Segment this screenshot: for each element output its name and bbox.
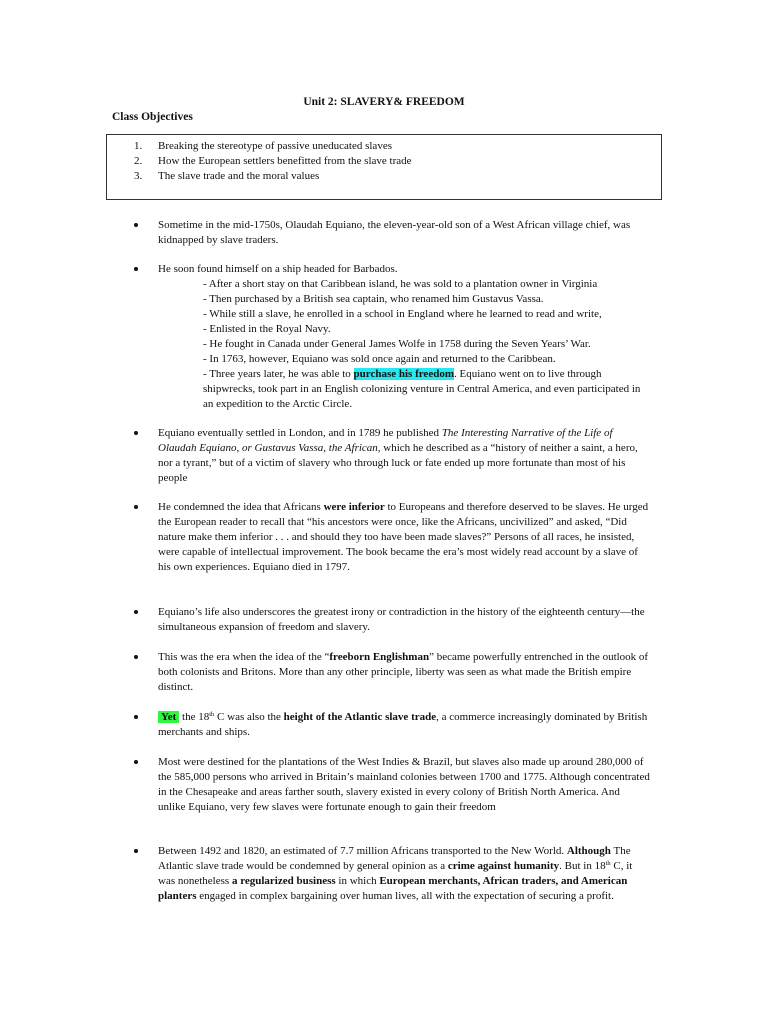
paragraph-irony: Equiano’s life also underscores the greatest irony or contradiction in the history of the eighteenth century—the simultaneous expansion of freedom and slavery. (158, 606, 645, 633)
objective-text: How the European settlers benefitted from the slave trade (158, 155, 412, 167)
bullet-icon (134, 605, 140, 611)
paragraph-height-trade: Yet the 18th C was also the height of the Atlantic slave trade, a commerce increasingly dominated by British merchants and ships. (158, 711, 648, 738)
page-title: Unit 2: SLAVERY& FREEDOM (303, 96, 465, 108)
paragraph-freeborn: This was the era when the idea of the “freeborn Englishman” became powerfully entrenched in the outlook of both colonists and Britons. More than any other principle, liberty was seen as what made the British empire distinct. (158, 651, 649, 693)
emphasis-freeborn: freeborn Englishman (329, 651, 430, 663)
bullet-icon (134, 710, 140, 716)
sub-list (203, 277, 665, 412)
objective-text: The slave trade and the moral values (158, 170, 320, 182)
paragraph-narrative: Equiano eventually settled in London, and in 1789 he published The Interesting Narrative of the Life of Olaudah Equiano, or Gustavus Vassa, the African, which he described as a “history of neither a saint, a hero, nor a tyrant,” but of a victim of slavery who through luck or fate ended up more fortunate than most of his people (158, 427, 638, 484)
paragraph-barbados: He soon found himself on a ship headed for Barbados. (158, 263, 398, 275)
emphasis-atlantic: height of the Atlantic slave trade (283, 711, 437, 723)
paragraph-inferior: He condemned the idea that Africans were inferior to Europeans and therefore deserved to be slaves. He urged the European reader to recall that “his ancestors were once, like the Africans, uncivilized” and asked, “Did nature make them inferior . . . and should they too have been made slaves?” Persons of all races, he insisted, were capable of intellectual improvement. The book became the era’s most widely read account by a slave of his own experiences. Equiano died in 1797. (158, 501, 649, 573)
bullet-icon (134, 755, 140, 761)
paragraph-kidnapped: Sometime in the mid-1750s, Olaudah Equiano, the eleven-year-old son of a West African village chief, was kidnapped by slave traders. (158, 219, 631, 246)
sub-item: - Enlisted in the Royal Navy. (203, 323, 331, 335)
highlight-purchase-freedom: purchase his freedom (353, 368, 454, 380)
bullet-icon (134, 500, 140, 506)
sub-item: - Then purchased by a British sea captain, who renamed him Gustavus Vassa. (203, 293, 544, 305)
objective-text: Breaking the stereotype of passive uneducated slaves (158, 140, 392, 152)
bullet-icon (134, 650, 140, 656)
sub-item: - After a short stay on that Caribbean island, he was sold to a plantation owner in Virginia (203, 278, 598, 290)
paragraph-destined: Most were destined for the plantations of the West Indies & Brazil, but slaves also made up around 280,000 of the 585,000 persons who arrived in Britain’s mainland colonies between 1700 and 1775. Although concentrated in the Chesapeake and areas farther south, slavery existed in every colony of British North America. And unlike Equiano, very few slaves were fortunate enough to gain their freedom (158, 756, 650, 813)
bullet-icon (134, 844, 140, 850)
highlight-yet: Yet (158, 711, 179, 723)
paragraph-1492-1820: Between 1492 and 1820, an estimated of 7.7 million Africans transported to the New World. Although The Atlantic slave trade would be condemned by general opinion as a crime against humanity. But in 18th C, it was nonetheless a regularized business in which European merchants, African traders, and American planters engaged in complex bargaining over human lives, all with the expectation of securing a profit. (158, 845, 633, 902)
emphasis-inferior: were inferior (323, 501, 385, 513)
sub-item: - While still a slave, he enrolled in a school in England where he learned to read and write, (203, 308, 602, 320)
objective-number: 3. (134, 170, 143, 182)
bullet-icon (134, 218, 140, 224)
book-title: The Interesting Narrative of the Life of Olaudah Equiano, or Gustavus Vassa, the African, (158, 427, 613, 454)
objective-number: 1. (134, 140, 143, 152)
bullet-icon (134, 426, 140, 432)
sub-item: - He fought in Canada under General James Wolfe in 1758 during the Seven Years’ War. (203, 338, 591, 350)
objectives-box (106, 134, 662, 200)
objectives-heading: Class Objectives (112, 111, 193, 123)
sub-item-freedom: - Three years later, he was able to purchase his freedom. Equiano went on to live through shipwrecks, took part in an English colonizing venture in Central America, and even participated in an expedition to the Arctic Circle. (203, 368, 641, 410)
sub-item: - In 1763, however, Equiano was sold once again and returned to the Caribbean. (203, 353, 556, 365)
objective-number: 2. (134, 155, 143, 167)
bullet-icon (134, 262, 140, 268)
